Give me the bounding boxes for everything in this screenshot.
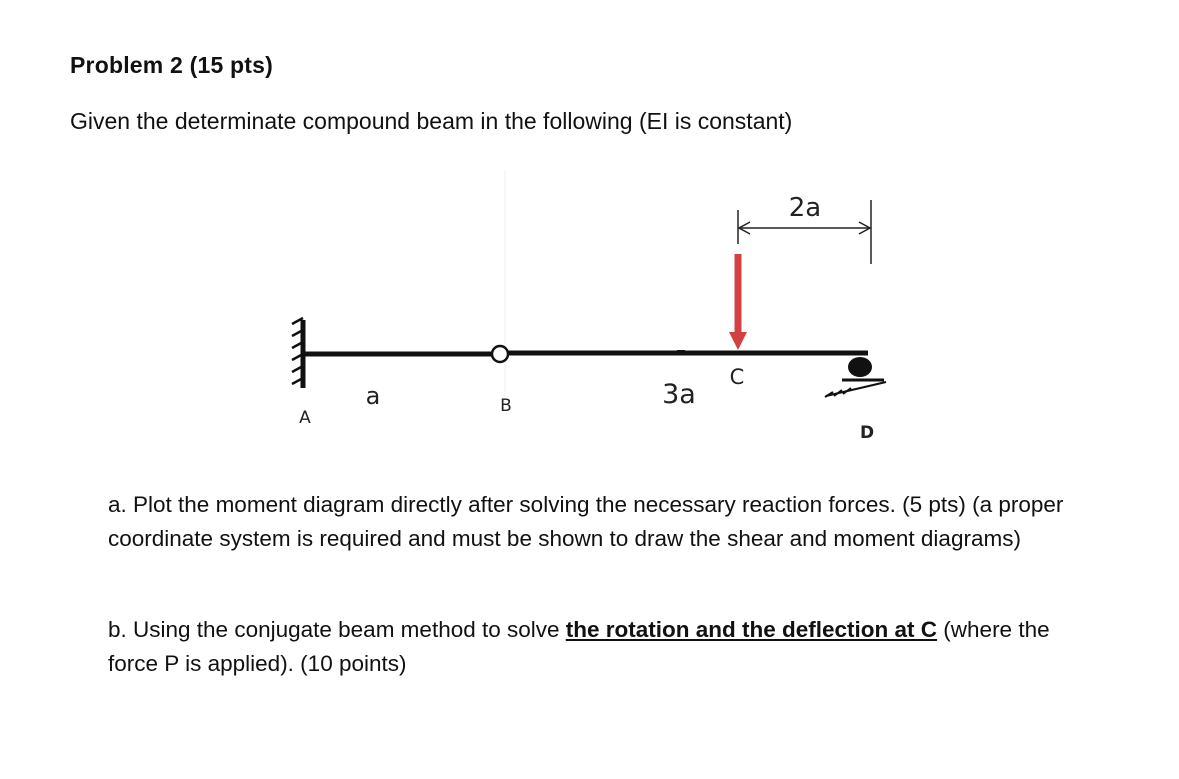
hinge-b (492, 346, 508, 362)
part-b-emphasis: the rotation and the deflection at C (565, 617, 938, 642)
beam-figure (270, 170, 910, 460)
part-b-text (108, 613, 1068, 681)
label-point-b: B (500, 396, 512, 416)
part-b-prefix: b. Using the conjugate beam method to solve (108, 617, 566, 642)
roller-support-d (825, 357, 886, 397)
problem-intro: Given the determinate compound beam in the following (EI is constant) (70, 108, 793, 134)
part-a-text: a. Plot the moment diagram directly after solving the necessary reaction forces. (5 pts) (a proper coordinate system is required and must be shown to draw the shear and moment diagrams) (108, 492, 1064, 551)
label-3a-length: 3a (662, 379, 696, 410)
label-point-a: A (299, 408, 311, 428)
label-point-d: D (859, 423, 875, 443)
fixed-support-a (292, 318, 303, 388)
label-point-c: C (729, 365, 745, 389)
label-a-length: a (365, 382, 381, 410)
part-b-suffix: (where the force P is applied). (10 points) (108, 617, 1050, 676)
label-2a: 2a (788, 193, 822, 223)
load-arrow-c (729, 254, 747, 350)
beam-diagram (270, 170, 910, 460)
problem-title: Problem 2 (15 pts) (70, 52, 273, 78)
